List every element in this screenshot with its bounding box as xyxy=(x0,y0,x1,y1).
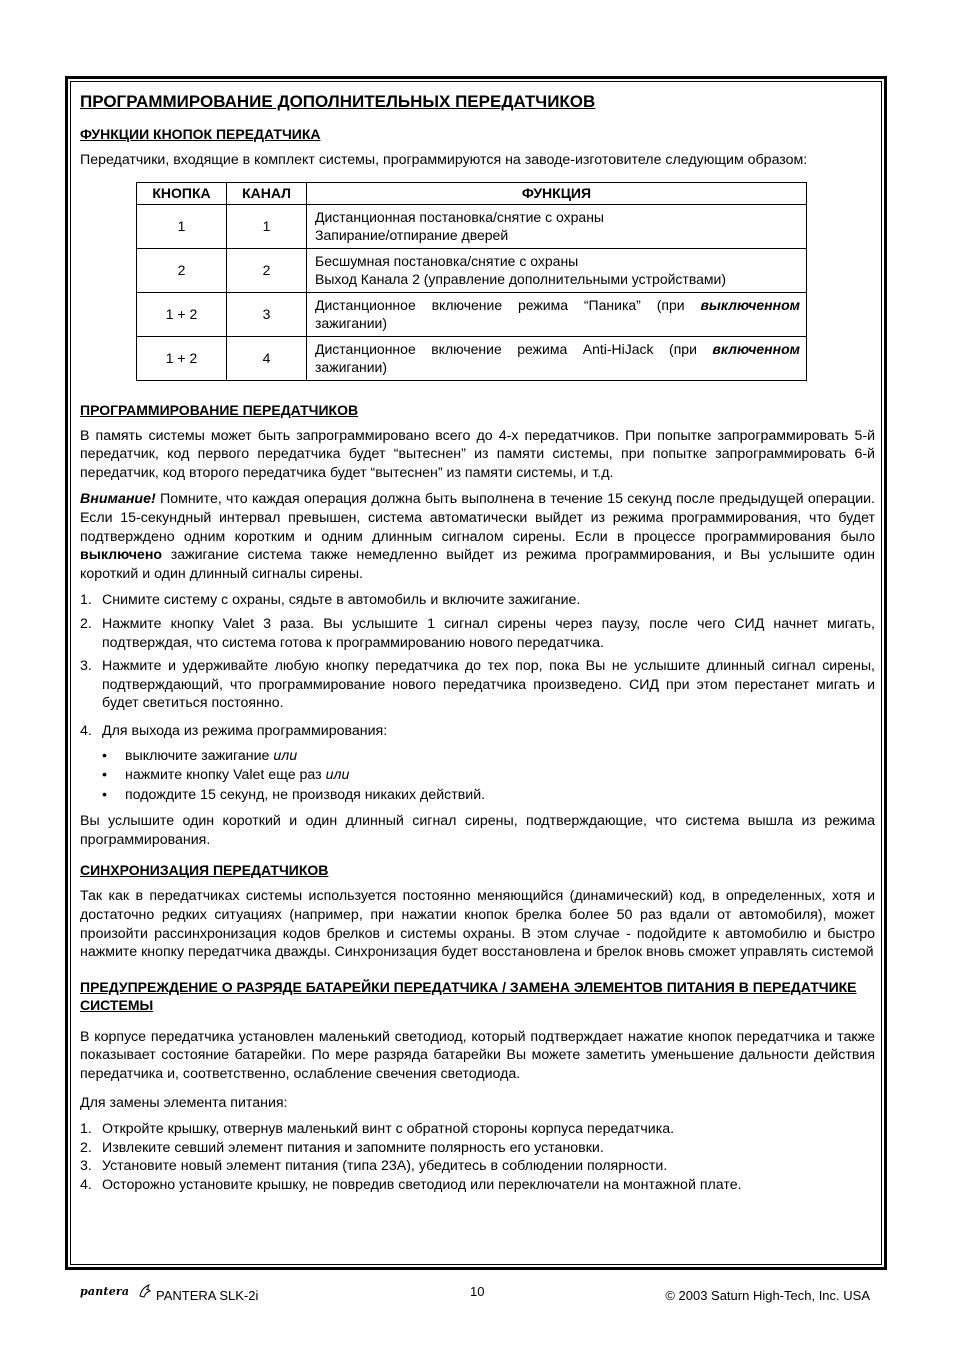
exit-options-list xyxy=(102,747,875,805)
pantera-logo: pantera xyxy=(80,1285,130,1298)
warning-label: Внимание! xyxy=(80,491,156,508)
column-header: КНОПКА xyxy=(137,182,227,204)
page-title: ПРОГРАММИРОВАНИЕ ДОПОЛНИТЕЛЬНЫХ ПЕРЕДАТЧИКОВ xyxy=(80,92,596,111)
channel-cell: 4 xyxy=(227,336,307,380)
panther-head-icon xyxy=(138,1284,152,1298)
intro-paragraph: Передатчики, входящие в комплект системы, программируются на заводе-изготовителе следующим образом: xyxy=(80,152,808,168)
column-header: КАНАЛ xyxy=(227,182,307,204)
battery-steps-list xyxy=(80,1120,875,1194)
table-row xyxy=(137,336,807,380)
button-functions-table xyxy=(136,182,807,381)
list-item: 2. Извлеките севший элемент питания и запомните полярность его установки. xyxy=(80,1139,604,1156)
battery-lead: Для замены элемента питания: xyxy=(80,1094,288,1111)
button-cell: 2 xyxy=(137,248,227,292)
table-header-row xyxy=(137,182,807,204)
button-cell: 1 + 2 xyxy=(137,336,227,380)
section-heading-button-functions: ФУНКЦИИ КНОПОК ПЕРЕДАТЧИКА xyxy=(80,126,321,142)
list-item: • нажмите кнопку Valet еще раз или xyxy=(102,766,875,785)
channel-cell: 2 xyxy=(227,248,307,292)
list-item: 1. Снимите систему с охраны, сядьте в автомобиль и включите зажигание. xyxy=(80,592,581,609)
table-row xyxy=(137,248,807,292)
section-heading-sync: СИНХРОНИЗАЦИЯ ПЕРЕДАТЧИКОВ xyxy=(80,862,329,879)
list-item: 4. Осторожно установите крышку, не повредив светодиод или переключатели на монтажной плате. xyxy=(80,1177,742,1193)
section-heading-programming: ПРОГРАММИРОВАНИЕ ПЕРЕДАТЧИКОВ xyxy=(80,401,359,418)
page-footer xyxy=(80,1284,872,1308)
list-item: 3. Установите новый элемент питания (типа 23А), убедитесь в соблюдении полярности. xyxy=(80,1158,668,1175)
function-cell: Дистанционная постановка/снятие с охраны Запирание/отпирание дверей xyxy=(307,204,807,248)
list-item: • выключите зажигание или xyxy=(102,747,875,766)
channel-cell: 3 xyxy=(227,292,307,336)
function-cell: Бесшумная постановка/снятие с охраны Выход Канала 2 (управление дополнительными устройствами) xyxy=(307,248,807,292)
programming-steps-list xyxy=(80,591,875,740)
warning-paragraph: Внимание! Помните, что каждая операция должна быть выполнена в течение 15 секунд после предыдущей операции. Если 15-секундный интервал превышен, система автоматически выйдет из режима программирования, что будет подтверждено одним коротким и одним длинным сигналом сирены. Если в процессе программирования было выключено зажигание система также немедленно выйдет из режима программирования, и Вы услышите один короткий и один длинный сигналы сирены. xyxy=(80,491,875,582)
model-name: PANTERA SLK-2i xyxy=(156,1288,259,1303)
list-item: 4. Для выхода из режима программирования: xyxy=(80,722,388,739)
button-cell: 1 xyxy=(137,204,227,248)
function-cell: Дистанционное включение режима “Паника” (при выключенном зажигании) xyxy=(307,292,807,336)
page-content xyxy=(80,90,875,1201)
memory-paragraph: В память системы может быть запрограммировано всего до 4-х передатчиков. При попытке запрограммировать 5-й передатчик, код первого передатчика будет “вытеснен” из памяти системы, при попытке запрограммировать 6-й передатчик, код второго передатчика будет “вытеснен” из памяти системы, и т.д. xyxy=(80,427,875,481)
column-header: ФУНКЦИЯ xyxy=(307,182,807,204)
button-cell: 1 + 2 xyxy=(137,292,227,336)
section-heading-battery: ПРЕДУПРЕЖДЕНИЕ О РАЗРЯДЕ БАТАРЕЙКИ ПЕРЕДАТЧИКА / ЗАМЕНА ЭЛЕМЕНТОВ ПИТАНИЯ В ПЕРЕДАТЧИКЕ СИСТЕМЫ xyxy=(80,978,857,1013)
sync-paragraph: Так как в передатчиках системы используется постоянно меняющийся (динамический) код, в определенных, хотя и достаточно редких ситуациях (например, при нажатии кнопок брелка более 50 раз вдали от автомобиля), может произойти рассинхронизация кодов брелков и системы охраны. В этом случае - подойдите к автомобилю и быстро нажмите кнопку передатчика дважды. Синхронизация будет восстановлена и брелок вновь сможет управлять системой xyxy=(80,888,875,961)
list-item: 2. Нажмите кнопку Valet 3 раза. Вы услышите 1 сигнал сирены через паузу, после чего СИД начнет мигать, подтверждая, что система готова к программированию нового передатчика. xyxy=(80,615,875,651)
page-number: 10 xyxy=(470,1284,485,1299)
table-row xyxy=(137,292,807,336)
channel-cell: 1 xyxy=(227,204,307,248)
copyright: © 2003 Saturn High-Tech, Inc. USA xyxy=(665,1288,870,1303)
exit-confirm-paragraph: Вы услышите один короткий и один длинный сигнал сирены, подтверждающие, что система вышла из режима программирования. xyxy=(80,813,875,848)
battery-paragraph: В корпусе передатчика установлен маленький светодиод, который подтверждает нажатие кнопок передатчика и также показывает состояние батарейки. По мере разряда батарейки Вы можете заметить уменьшение дальности действия передатчика и, соответственно, ослабление свечения светодиода. xyxy=(80,1028,875,1083)
table-row xyxy=(137,204,807,248)
list-item: 1. Откройте крышку, отвернув маленький винт с обратной стороны корпуса передатчика. xyxy=(80,1121,675,1138)
list-item: 3. Нажмите и удерживайте любую кнопку передатчика до тех пор, пока Вы не услышите длинный сигнал сирены, подтверждающий, что программирование нового передатчика произведено. СИД при этом перестанет мигать и будет светиться постоянно. xyxy=(80,658,875,712)
list-item: • подождите 15 секунд, не производя никаких действий. xyxy=(102,786,875,805)
function-cell: Дистанционное включение режима Anti-HiJack (при включенном зажигании) xyxy=(307,336,807,380)
